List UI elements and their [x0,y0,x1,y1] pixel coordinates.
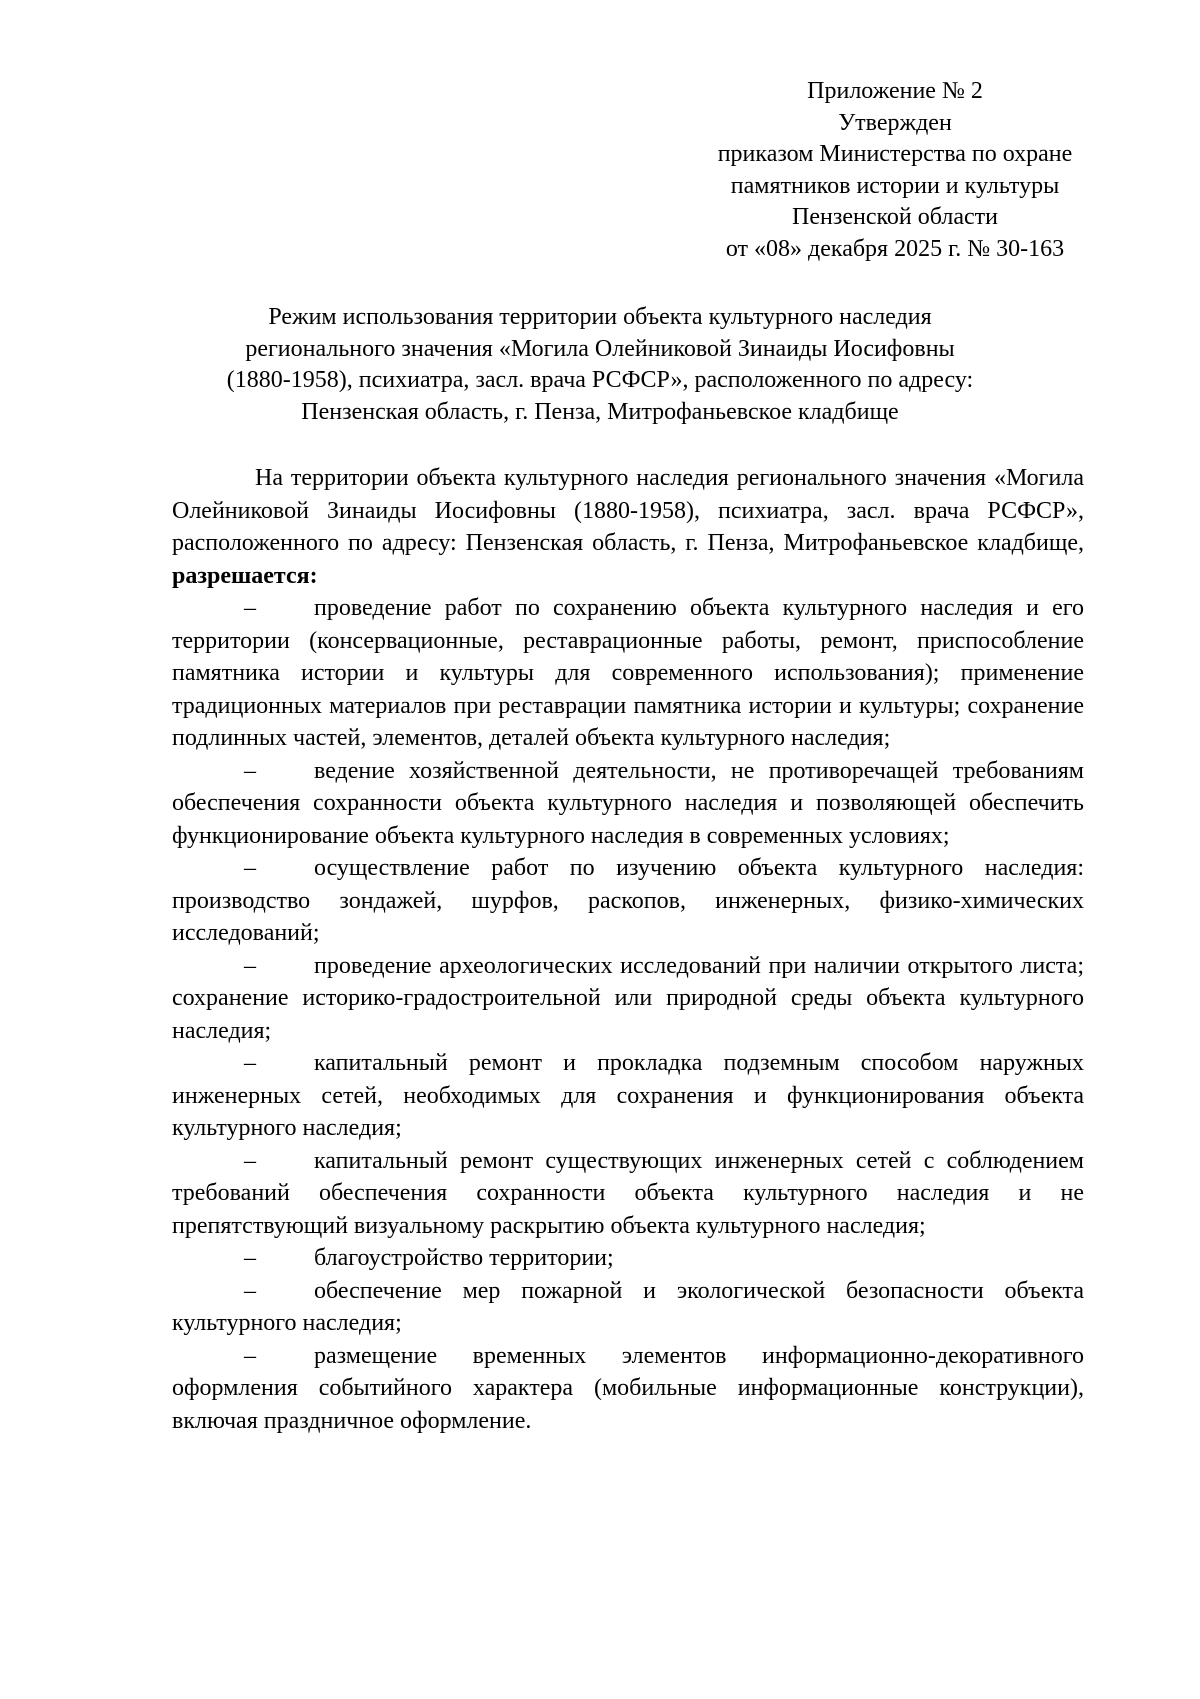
list-item [172,592,1084,755]
approval-date-number: от «08» декабря 2025 г. № 30-163 [725,235,1065,262]
intro-paragraph [172,462,1084,592]
document-body [172,462,1084,1437]
intro-text: На территории объекта культурного наследия регионального значения «Могила Олейниковой Зинаиды Иосифовны (1880-1958), психиатра, засл. врача РСФСР», расположенного по адресу: Пензенская область, г. Пенза, Митрофаньевское кладбище, [172,465,1084,556]
intro-emphasis: разрешается: [172,562,318,589]
dash-marker: – [244,1050,256,1076]
dash-marker: – [244,757,256,784]
title-line-4: Пензенская область, г. Пенза, Митрофаньевское кладбище [301,398,899,425]
list-item [172,1275,1084,1340]
list-item [172,755,1084,853]
list-item [172,852,1084,950]
list-item-text: обеспечение мер пожарной и экологической безопасности объекта культурного наследия; [172,1277,1084,1336]
dash-marker: – [244,1245,256,1271]
dash-marker: – [244,855,256,881]
approval-region-line: Пензенской области [792,204,998,230]
approval-order-line: приказом Министерства по охране [717,141,1073,167]
list-item [172,950,1084,1048]
approval-ministry-line: памятников истории и культуры [730,172,1060,199]
title-line-3: (1880-1958), психиатра, засл. врача РСФСР», расположенного по адресу: [226,367,974,393]
title-line-1: Режим использования территории объекта культурного наследия [268,304,932,330]
list-item-text: проведение работ по сохранению объекта культурного наследия и его территории (консервационные, реставрационные работы, ремонт, приспособление памятника истории и культуры для современного использования); применение традиционных материалов при реставрации памятника истории и культуры; сохранение подлинных частей, элементов, деталей объекта культурного наследия; [172,595,1084,751]
dash-marker: – [244,952,256,979]
list-item-text: ведение хозяйственной деятельности, не противоречащей требованиям обеспечения сохранности объекта культурного наследия и позволяющей обеспечить функционирование объекта культурного наследия в современных условиях; [172,757,1084,849]
permitted-activities-list [172,592,1084,1437]
approval-status: Утвержден [838,109,952,136]
list-item-text: капитальный ремонт существующих инженерных сетей с соблюдением требований обеспечения сохранности объекта культурного наследия и не препятствующий визуальному раскрытию объекта культурного наследия; [172,1147,1084,1239]
list-item [172,1340,1084,1438]
approval-block [700,76,1090,265]
list-item [172,1242,1084,1275]
title-line-2: регионального значения «Могила Олейниковой Зинаиды Иосифовны [245,335,955,362]
document-title [150,302,1050,428]
list-item [172,1047,1084,1145]
list-item-text: проведение археологических исследований при наличии открытого листа; сохранение историко-градостроительной или природной среды объекта культурного наследия; [172,952,1084,1044]
dash-marker: – [244,595,256,621]
dash-marker: – [244,1277,256,1304]
list-item-text: благоустройство территории; [314,1245,614,1271]
list-item-text: капитальный ремонт и прокладка подземным способом наружных инженерных сетей, необходимых для сохранения и функционирования объекта культурного наследия; [172,1050,1084,1141]
list-item-text: размещение временных элементов информационно-декоративного оформления событийного характера (мобильные информационные конструкции), включая праздничное оформление. [172,1342,1084,1434]
list-item-text: осуществление работ по изучению объекта культурного наследия: производство зондажей, шурфов, раскопов, инженерных, физико-химических исследований; [172,855,1084,946]
dash-marker: – [244,1147,256,1174]
appendix-number: Приложение № 2 [807,78,983,104]
list-item [172,1145,1084,1243]
dash-marker: – [244,1342,256,1369]
